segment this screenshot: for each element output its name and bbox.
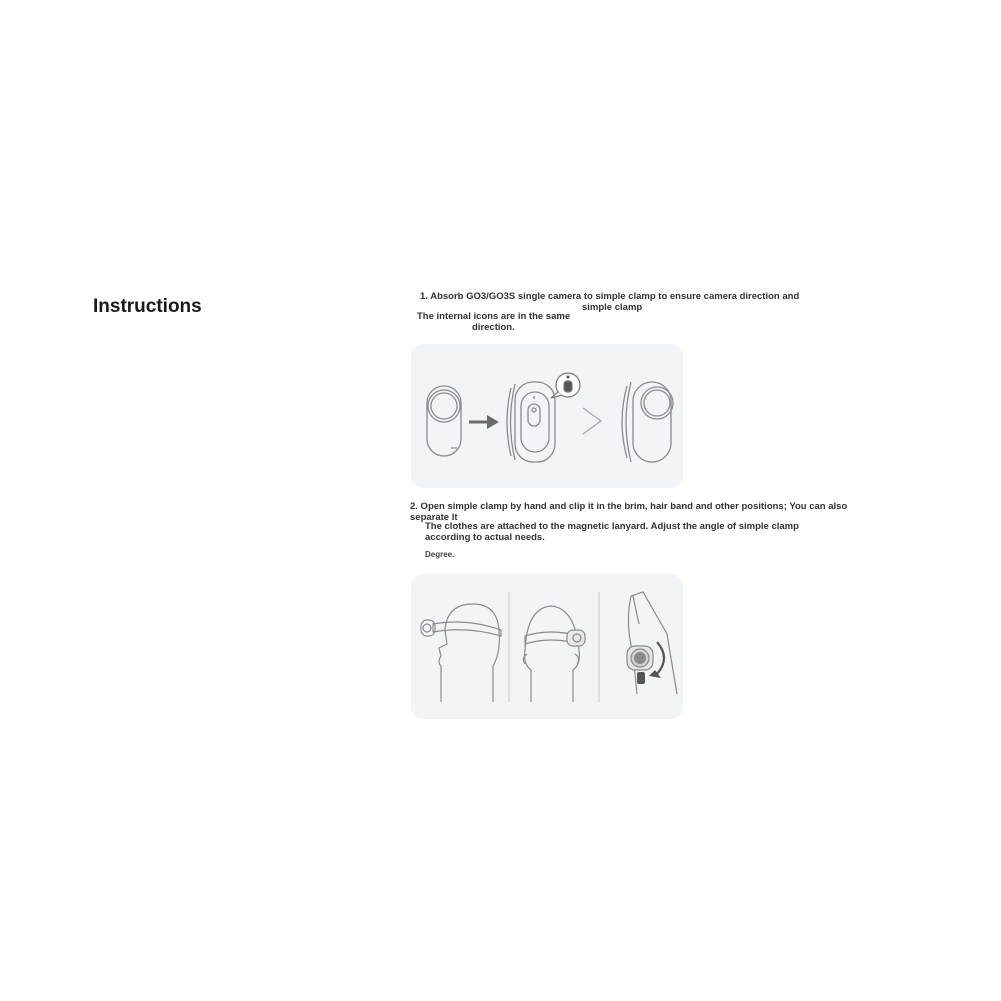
arrow-right-icon xyxy=(469,415,499,429)
step-2-line-4: according to actual needs. xyxy=(425,532,545,543)
step-2-line-3: The clothes are attached to the magnetic lanyard. Adjust the angle of simple clamp xyxy=(425,521,799,532)
step-1-figure xyxy=(411,344,683,488)
step-1-line-1: 1. Absorb GO3/GO3S single camera to simple clamp to ensure camera direction and xyxy=(420,291,800,302)
chevron-right-icon xyxy=(583,408,601,434)
step-2-line-2: separate It xyxy=(410,512,458,523)
camera-in-clamp-icon xyxy=(622,382,673,462)
step-1-line-3: The internal icons are in the same xyxy=(417,311,571,322)
clamp-back-icon xyxy=(507,382,555,462)
head-side-brim-icon xyxy=(421,604,501,702)
step-1-line-2: simple clamp xyxy=(582,302,643,313)
lock-callout-icon xyxy=(551,373,580,398)
instructions-heading: Instructions xyxy=(93,296,202,317)
head-back-band-icon xyxy=(523,606,585,702)
clothes-clip-rotate-icon xyxy=(627,592,677,694)
camera-front-icon xyxy=(427,386,461,456)
step-2-line-1: 2. Open simple clamp by hand and clip it in the brim, hair band and other positions; You can also xyxy=(410,501,848,512)
step-1-line-4: direction. xyxy=(472,322,515,333)
step-2-figure xyxy=(411,574,683,719)
step-2-line-5: Degree. xyxy=(425,550,455,559)
